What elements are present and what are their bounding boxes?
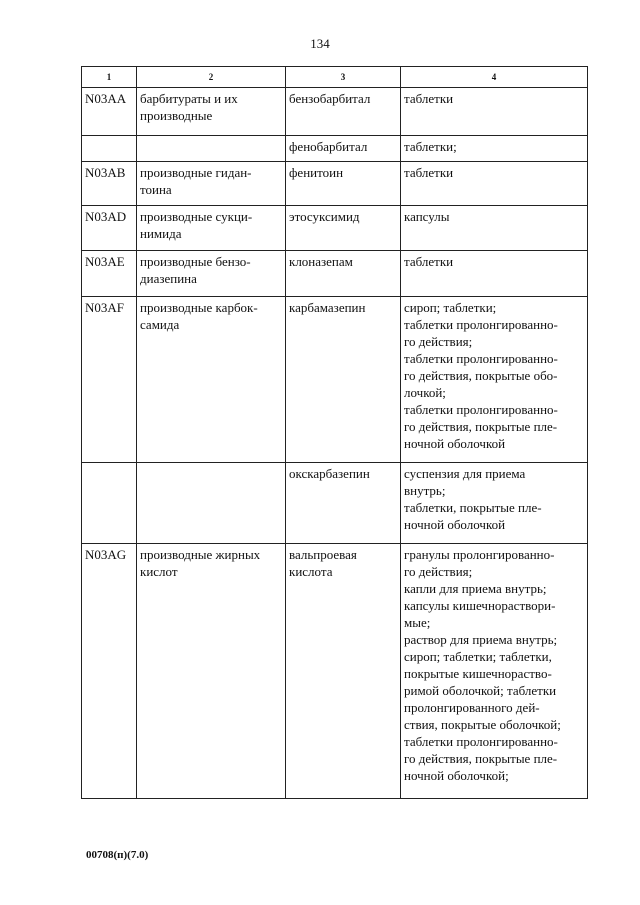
- table-row: [82, 88, 588, 136]
- dosage-forms-cell: таблетки;: [401, 136, 588, 162]
- group-cell: производные карбок- самида: [137, 297, 286, 463]
- dosage-forms-cell: таблетки: [401, 251, 588, 297]
- atc-code-cell: N03AE: [82, 251, 137, 297]
- atc-code-cell: N03AB: [82, 162, 137, 206]
- atc-code-cell: N03AG: [82, 544, 137, 799]
- drug-name-cell: карбамазепин: [286, 297, 401, 463]
- group-cell: производные сукци- нимида: [137, 206, 286, 251]
- drug-name-cell: фенитоин: [286, 162, 401, 206]
- drug-name-cell: фенобарбитал: [286, 136, 401, 162]
- group-cell: производные жирных кислот: [137, 544, 286, 799]
- dosage-forms-cell: капсулы: [401, 206, 588, 251]
- dosage-forms-cell: таблетки: [401, 88, 588, 136]
- atc-code-cell: [82, 136, 137, 162]
- dosage-forms-cell: суспензия для приема внутрь; таблетки, покрытые пле- ночной оболочкой: [401, 463, 588, 544]
- dosage-forms-cell: таблетки: [401, 162, 588, 206]
- drug-name-cell: окскарбазепин: [286, 463, 401, 544]
- table-row: [82, 251, 588, 297]
- header-col-1: 1: [82, 67, 137, 88]
- group-cell: производные гидан- тоина: [137, 162, 286, 206]
- dosage-forms-cell: гранулы пролонгированно- го действия; капли для приема внутрь; капсулы кишечнораствори- мые; раствор для приема внутрь; сироп; таблетки; таблетки, покрытые кишечнораство- римой оболочкой; таблетки пролонгированного дей- ствия, покрытые оболочкой; таблетки пролонгированно- го действия, покрытые пле- ночной оболочкой;: [401, 544, 588, 799]
- table-row: [82, 206, 588, 251]
- atc-code-cell: N03AF: [82, 297, 137, 463]
- group-cell: [137, 463, 286, 544]
- atc-code-cell: N03AA: [82, 88, 137, 136]
- dosage-forms-cell: сироп; таблетки; таблетки пролонгированно- го действия; таблетки пролонгированно- го действия, покрытые обо- лочкой; таблетки пролонгированно- го действия, покрытые пле- ночной оболочкой: [401, 297, 588, 463]
- table-row: [82, 297, 588, 463]
- document-footer-code: 00708(п)(7.0): [86, 849, 149, 861]
- group-cell: [137, 136, 286, 162]
- atc-code-cell: [82, 463, 137, 544]
- drug-name-cell: вальпроевая кислота: [286, 544, 401, 799]
- group-cell: производные бензо- диазепина: [137, 251, 286, 297]
- page-number: 134: [310, 36, 330, 51]
- header-col-3: 3: [286, 67, 401, 88]
- table-header-row: [82, 67, 588, 88]
- drug-name-cell: бензобарбитал: [286, 88, 401, 136]
- group-cell: барбитураты и их производные: [137, 88, 286, 136]
- atc-code-cell: N03AD: [82, 206, 137, 251]
- table-row: [82, 162, 588, 206]
- header-col-2: 2: [137, 67, 286, 88]
- table-row: [82, 136, 588, 162]
- drug-name-cell: клоназепам: [286, 251, 401, 297]
- header-col-4: 4: [401, 67, 588, 88]
- drug-name-cell: этосуксимид: [286, 206, 401, 251]
- drug-table: [81, 66, 588, 799]
- table-row: [82, 463, 588, 544]
- table-row: [82, 544, 588, 799]
